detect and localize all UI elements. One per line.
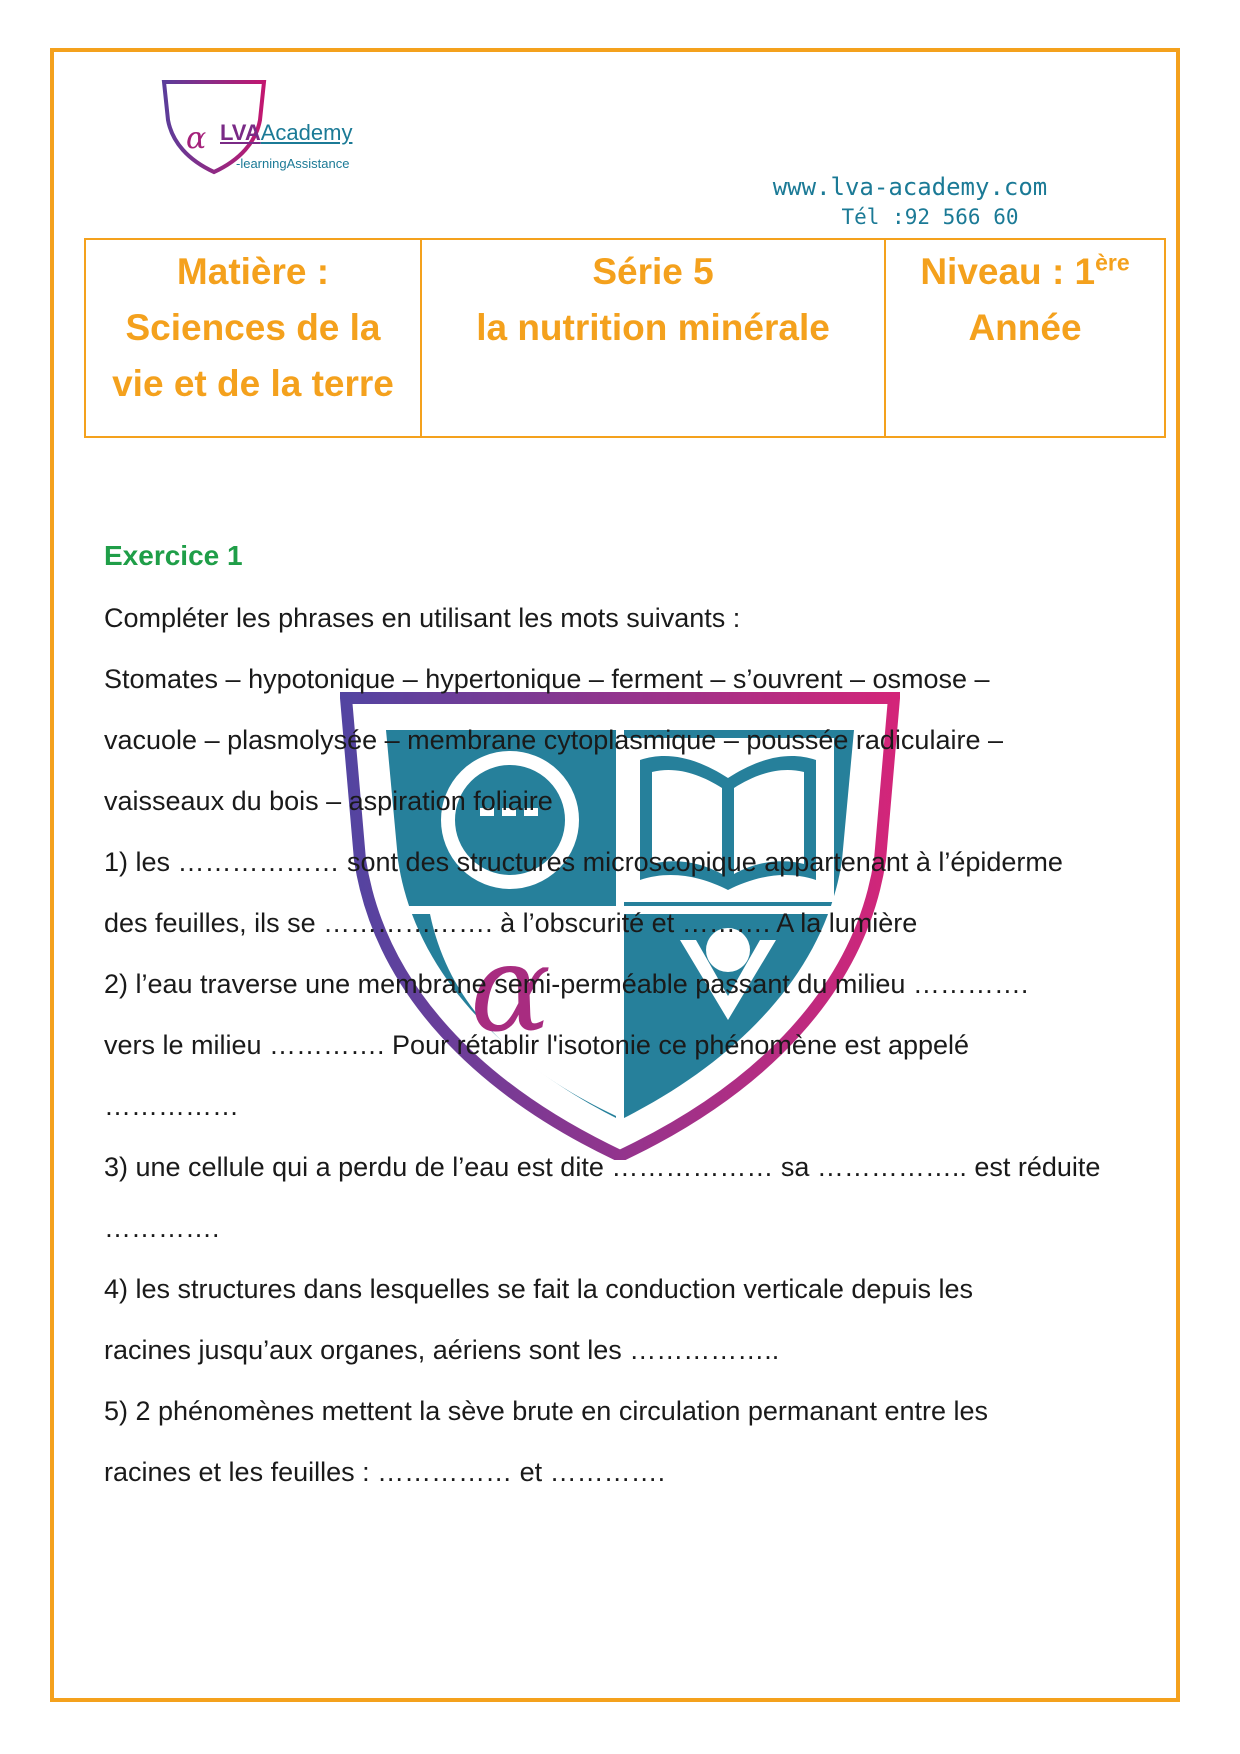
logo-tagline: -learningAssistance [236,156,350,171]
exercise-title: Exercice 1 [104,540,243,571]
subject-cell [85,239,421,437]
exercise-line: 1) les ……………… sont des structures microscopique appartenant à l’épiderme [104,847,1063,877]
website-link[interactable]: www.lva-academy.com [772,173,1048,201]
exercise-line: Compléter les phrases en utilisant les mots suivants : [104,603,741,633]
logo [160,80,410,180]
level-label [887,244,1163,300]
exercise-line: vacuole – plasmolysée – membrane cytoplasmique – poussée radiculaire – [104,725,1003,755]
logo-brand [220,122,352,144]
exercise-line: des feuilles, ils se ………………. à l’obscurité et ………. A la lumière [104,908,918,938]
exercise-line: racines jusqu’aux organes, aériens sont les …………….. [104,1335,780,1365]
level-year: Année [968,307,1082,348]
logo-alpha: α [186,121,207,156]
subject-line-1: Sciences de la [125,307,381,348]
exercise-line: …………… [104,1091,239,1121]
svg-text:α: α [470,920,552,1059]
level-label-text: Niveau : 1 [920,251,1096,292]
topic-title: la nutrition minérale [476,307,830,348]
header-table [84,238,1166,438]
exercise-line: 3) une cellule qui a perdu de l’eau est dite ……………… sa …………….. est réduite [104,1152,1101,1182]
contact-info [740,174,1080,229]
exercise-line: …………. [104,1213,220,1243]
exercise-line: vers le milieu …………. Pour rétablir l'isotonie ce phénomène est appelé [104,1030,970,1060]
exercise-line: racines et les feuilles : …………… et …………. [104,1457,666,1487]
logo-brand-lva: LVA [220,120,261,145]
series-title: Série 5 [592,251,714,292]
exercise-body [104,588,1164,1503]
subject-line-2: vie et de la terre [112,363,394,404]
level-cell [885,239,1165,437]
exercise-line: 4) les structures dans lesquelles se fait la conduction verticale depuis les [104,1274,973,1304]
exercise-line: 5) 2 phénomènes mettent la sève brute en circulation permanant entre les [104,1396,989,1426]
subject-label: Matière : [176,251,330,292]
series-cell [421,239,885,437]
phone-number: Tél :92 566 60 [841,205,1019,230]
exercise-line: vaisseaux du bois – aspiration foliaire [104,786,553,816]
logo-brand-academy: Academy [260,120,353,145]
level-superscript: ère [1095,249,1130,276]
exercise-line: 2) l’eau traverse une membrane semi-perméable passant du milieu …………. [104,969,1029,999]
exercise-line: Stomates – hypotonique – hypertonique – ferment – s’ouvrent – osmose – [104,664,990,694]
